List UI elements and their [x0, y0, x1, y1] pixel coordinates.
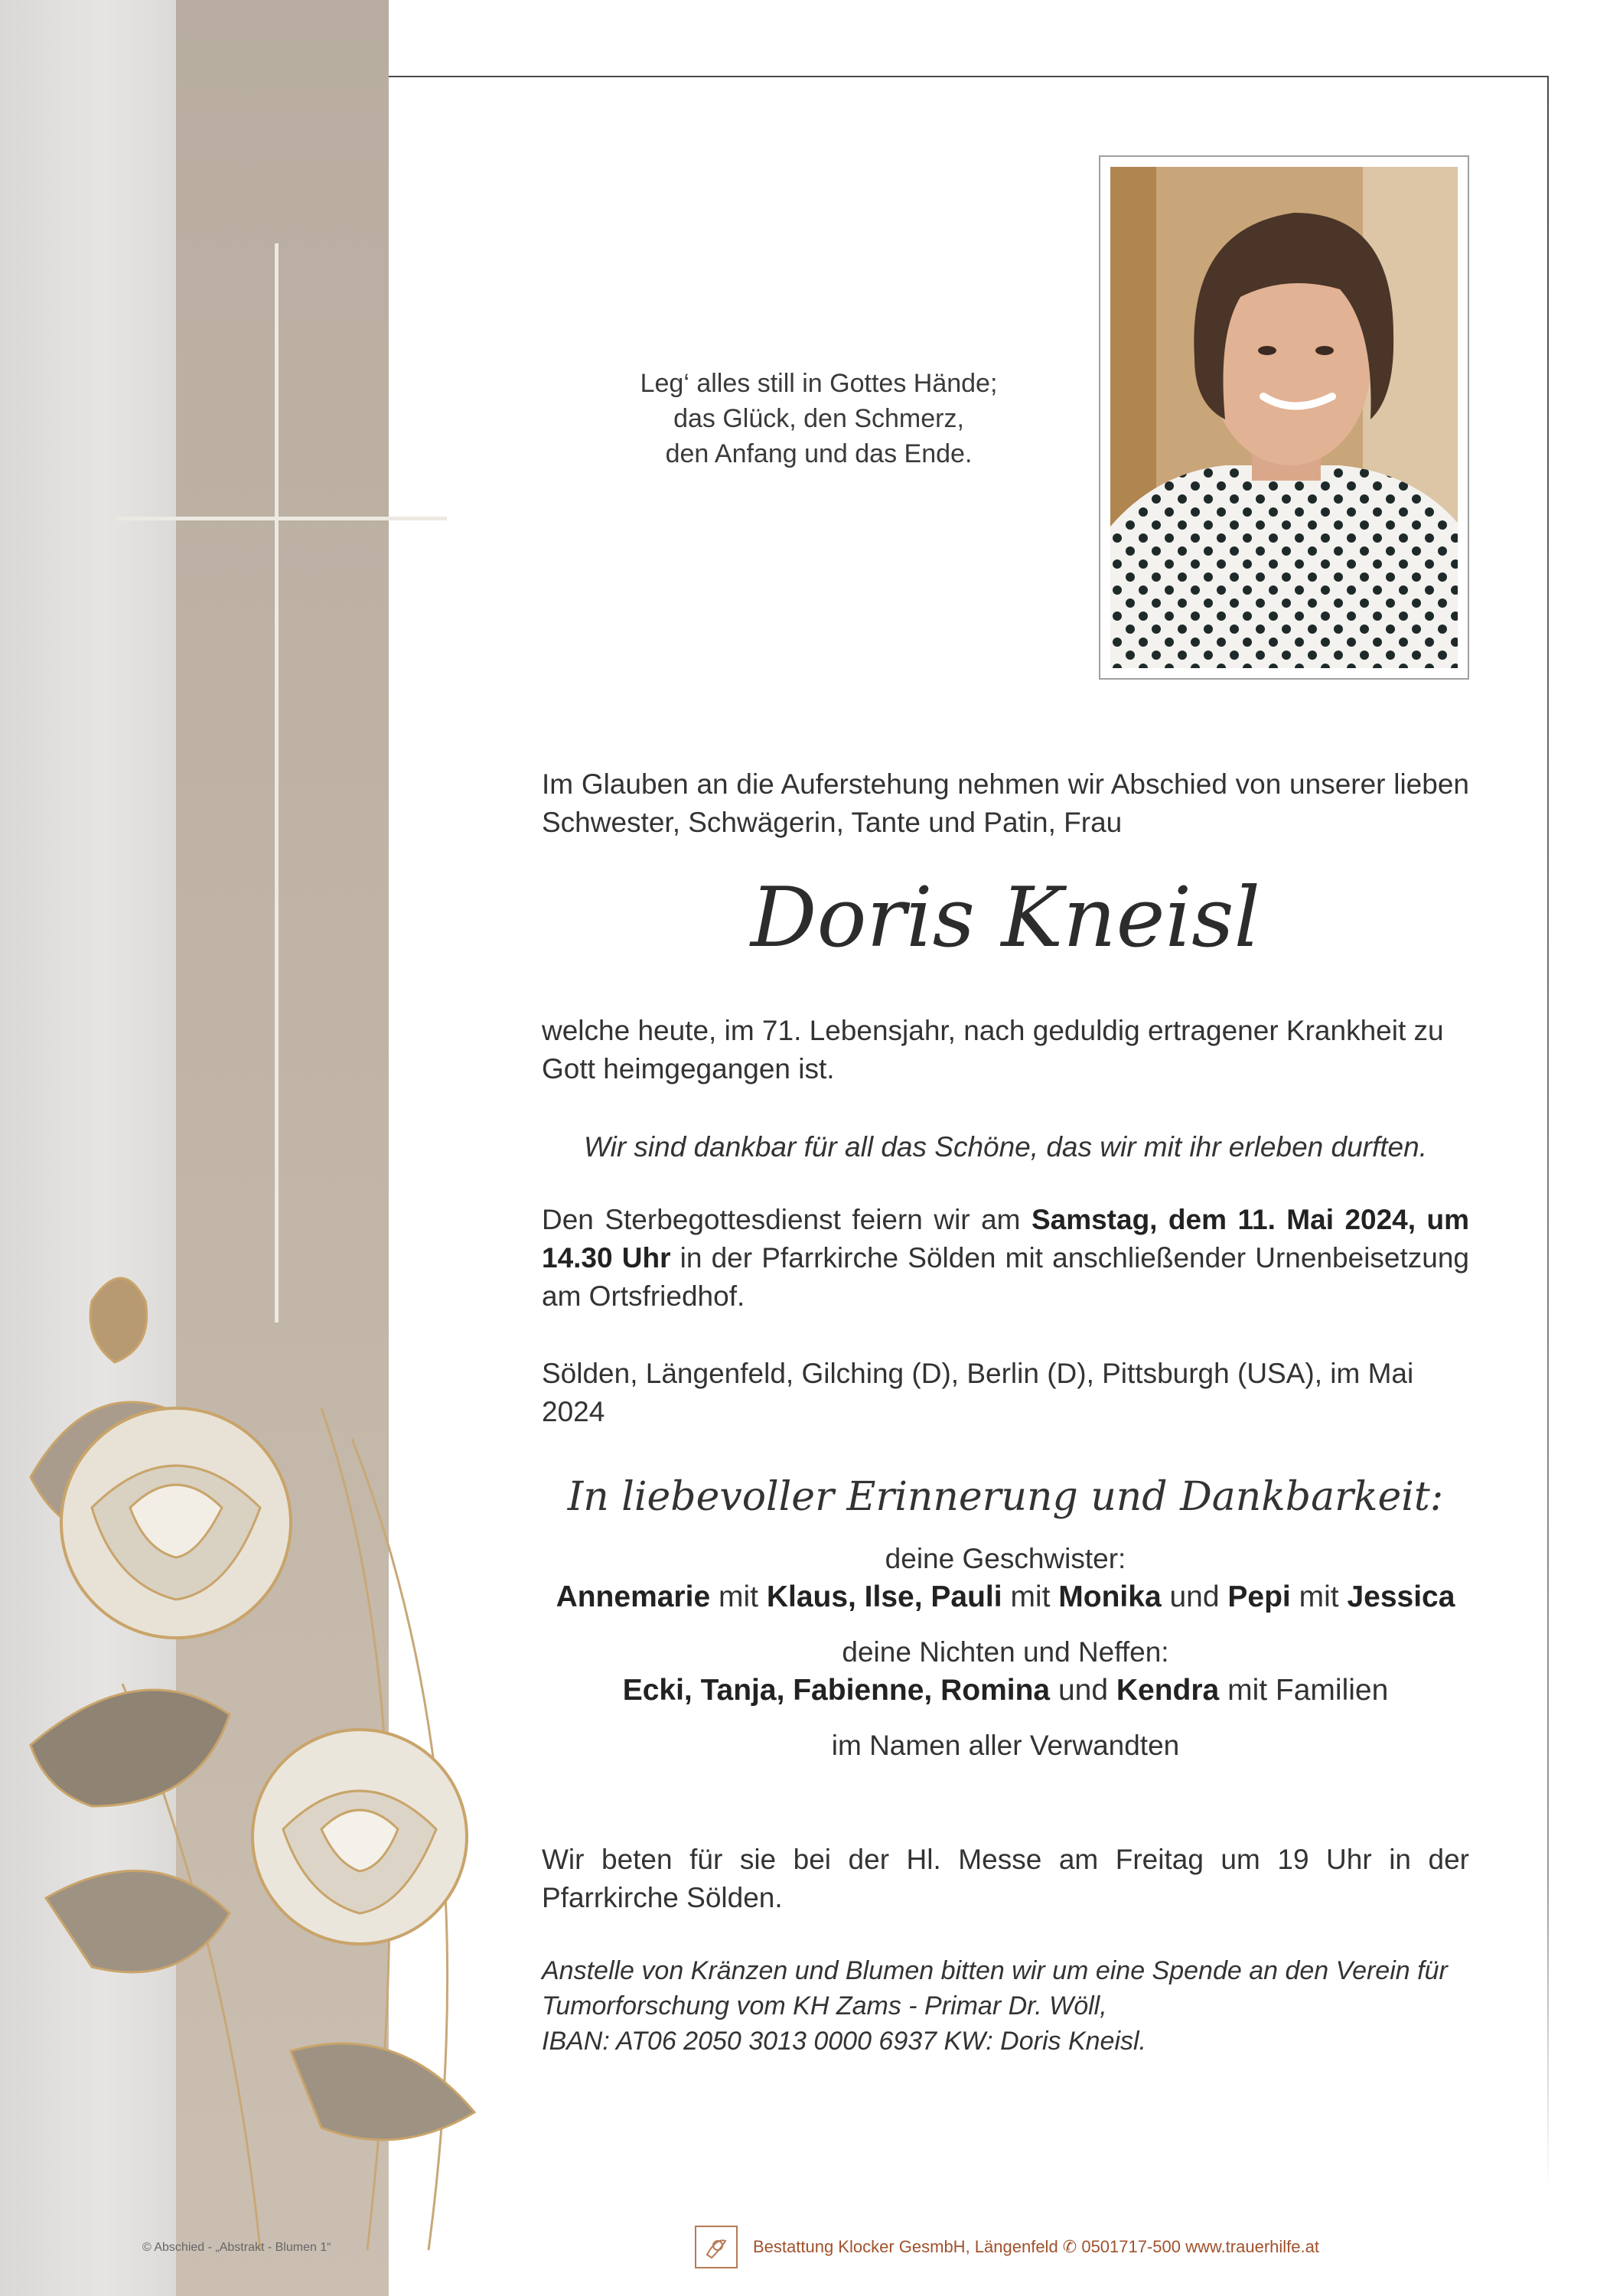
- mass-paragraph: Wir beten für sie bei der Hl. Messe am Freitag um 19 Uhr in der Pfarrkirche Sölden.: [542, 1844, 1469, 1913]
- nieces-names: [542, 1671, 1469, 1710]
- portrait-photo: [1110, 167, 1458, 668]
- connector-word: mit: [1002, 1580, 1059, 1613]
- poem-line-3: den Anfang und das Ende.: [665, 439, 973, 468]
- service-text-pre: Den Sterbegottesdienst feiern wir am: [542, 1204, 1031, 1235]
- places-line: Sölden, Längenfeld, Gilching (D), Berlin (D), Pittsburgh (USA), im Mai 2024: [542, 1358, 1414, 1427]
- donation-paragraph: [542, 1953, 1469, 2059]
- sibling-name: Monika: [1058, 1580, 1162, 1613]
- mourners-heading: In liebevoller Erinnerung und Dankbarkeit:: [567, 1474, 1444, 1520]
- footer: [695, 2226, 1319, 2268]
- connector-word: mit Familien: [1219, 1674, 1389, 1707]
- service-date: Samstag, dem 11. Mai 2024, um 14.30 Uhr: [542, 1204, 1469, 1274]
- siblings-names: [542, 1578, 1469, 1616]
- gratitude-line: Wir sind dankbar für all das Schöne, das wir mit ihr erleben durften.: [584, 1131, 1427, 1163]
- frame-right-line: [1547, 76, 1549, 2188]
- connector-word: und: [1050, 1674, 1116, 1707]
- donation-line-3: IBAN: AT06 2050 3013 0000 6937 KW: Doris Kneisl.: [542, 2027, 1147, 2056]
- connector-word: mit: [710, 1580, 767, 1613]
- niece-nephew-name: Kendra: [1116, 1674, 1220, 1707]
- cross-horizontal-bar: [116, 517, 447, 520]
- intro-paragraph: Im Glauben an die Auferstehung nehmen wir Abschied von unserer lieben Schwester, Schwägerin, Tante und Patin, Frau: [542, 768, 1469, 838]
- niece-nephew-name: Ecki, Tanja, Fabienne, Romina: [622, 1674, 1051, 1707]
- donation-line-2: Tumorforschung vom KH Zams - Primar Dr. Wöll,: [542, 1991, 1107, 2020]
- nieces-label: deine Nichten und Neffen:: [842, 1636, 1169, 1668]
- poem-line-1: Leg‘ alles still in Gottes Hände;: [640, 369, 998, 398]
- portrait-photo-frame: [1099, 155, 1469, 680]
- poem: [597, 366, 1041, 471]
- rose-logo-icon: [701, 2232, 732, 2262]
- sibling-name: Jessica: [1347, 1580, 1455, 1613]
- poem-line-2: das Glück, den Schmerz,: [673, 404, 964, 433]
- sibling-name: Klaus, Ilse, Pauli: [766, 1580, 1002, 1613]
- funeral-home-logo-icon: [695, 2226, 738, 2268]
- frame-top-line: [389, 76, 1549, 77]
- connector-word: mit: [1290, 1580, 1348, 1613]
- donation-line-1: Anstelle von Kränzen und Blumen bitten wir um eine Spende an den Verein für: [542, 1956, 1448, 1985]
- service-paragraph: [542, 1201, 1469, 1316]
- sibling-name: Pepi: [1227, 1580, 1291, 1613]
- cross-vertical-bar: [275, 243, 279, 1322]
- passing-paragraph: welche heute, im 71. Lebensjahr, nach geduldig ertragener Krankheit zu Gott heimgegangen ist.: [542, 1015, 1444, 1084]
- deceased-name: Doris Kneisl: [750, 870, 1261, 966]
- relatives-line: im Namen aller Verwandten: [831, 1730, 1180, 1761]
- design-credit: © Abschied - „Abstrakt - Blumen 1“: [142, 2241, 331, 2254]
- sibling-name: Annemarie: [556, 1580, 711, 1613]
- connector-word: und: [1161, 1580, 1228, 1613]
- service-text-post: in der Pfarrkirche Sölden mit anschließender Urnenbeisetzung am Ortsfriedhof.: [542, 1242, 1469, 1312]
- siblings-label: deine Geschwister:: [885, 1543, 1126, 1574]
- portrait-illustration: [1110, 167, 1458, 668]
- footer-text: Bestattung Klocker GesmbH, Längenfeld ✆ 0501717-500 www.trauerhilfe.at: [753, 2237, 1319, 2256]
- rose-decoration: [0, 1255, 551, 2265]
